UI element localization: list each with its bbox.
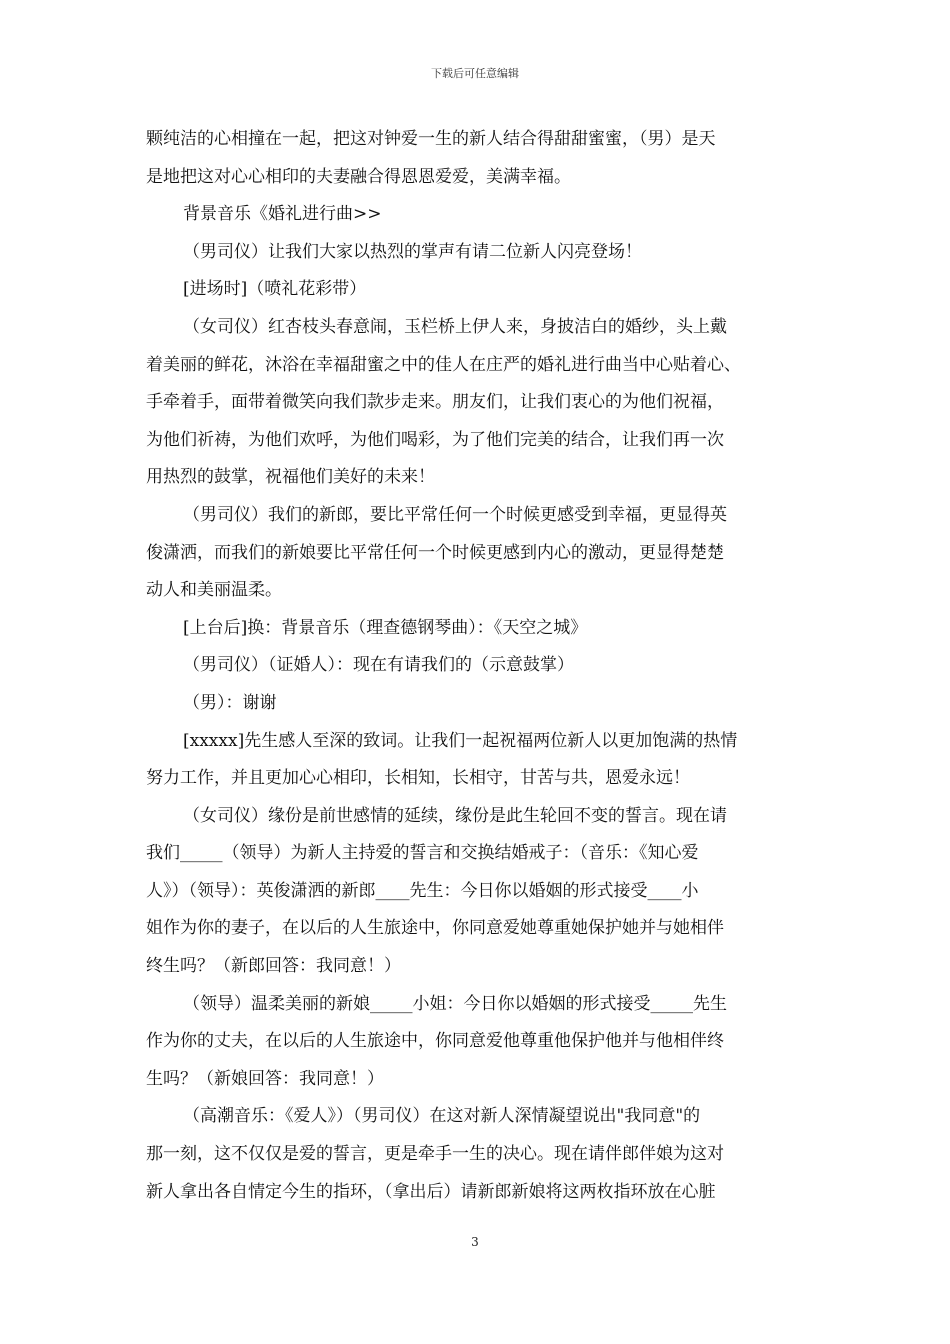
text-line: 那一刻，这不仅仅是爱的誓言，更是牵手一生的决心。现在请伴郎伴娘为这对 (146, 1144, 724, 1165)
text-line: 终生吗？（新郎回答：我同意！） (146, 956, 401, 977)
text-line: [进场时]（喷礼花彩带） (183, 279, 367, 300)
text-line: （男司仪）让我们大家以热烈的掌声有请二位新人闪亮登场！ (183, 241, 642, 262)
text-line: （男司仪）（证婚人）：现在有请我们的（示意鼓掌） (183, 655, 574, 676)
text-line: 手牵着手，面带着微笑向我们款步走来。朋友们，让我们衷心的为他们祝福， (146, 392, 724, 413)
text-line: 背景音乐《婚礼进行曲>> (183, 204, 382, 225)
text-line: 用热烈的鼓掌，祝福他们美好的未来！ (146, 467, 435, 488)
text-line: [xxxxx]先生感人至深的致词。让我们一起祝福两位新人以更加饱满的热情 (183, 730, 738, 751)
text-line: 动人和美丽温柔。 (146, 580, 282, 601)
text-line: （女司仪）缘份是前世感情的延续，缘份是此生轮回不变的誓言。现在请 (183, 805, 727, 826)
page-number: 3 (471, 1235, 479, 1249)
text-line: 俊潇洒，而我们的新娘要比平常任何一个时候更感到内心的激动，更显得楚楚 (146, 542, 724, 563)
text-line: （女司仪）红杏枝头春意闹，玉栏桥上伊人来，身披洁白的婚纱，头上戴 (183, 316, 727, 337)
text-line: 作为你的丈夫，在以后的人生旅途中，你同意爱他尊重他保护他并与他相伴终 (146, 1031, 724, 1052)
text-line: 姐作为你的妻子，在以后的人生旅途中，你同意爱她尊重她保护她并与她相伴 (146, 918, 724, 939)
text-line: 为他们祈祷，为他们欢呼，为他们喝彩，为了他们完美的结合，让我们再一次 (146, 429, 724, 450)
text-line: 人》）（领导）：英俊潇洒的新郎____先生：今日你以婚姻的形式接受____小 (146, 880, 699, 901)
text-line: 是地把这对心心相印的夫妻融合得恩恩爱爱，美满幸福。 (146, 166, 571, 187)
text-line: （男司仪）我们的新郎，要比平常任何一个时候更感受到幸福，更显得英 (183, 504, 727, 525)
text-line: 努力工作，并且更加心心相印，长相知，长相守，甘苦与共，恩爱永远！ (146, 768, 690, 789)
text-line: 生吗？（新娘回答：我同意！） (146, 1068, 384, 1089)
document-body (146, 121, 812, 1211)
text-line: [上台后]换：背景音乐（理查德钢琴曲）：《天空之城》 (183, 617, 588, 638)
text-line: （高潮音乐：《爱人》）（男司仪）在这对新人深情凝望说出"我同意"的 (183, 1106, 701, 1127)
text-line: 我们_____（领导）为新人主持爱的誓言和交换结婚戒子：（音乐：《知心爱 (146, 843, 699, 864)
text-line: （领导）温柔美丽的新娘_____小姐：今日你以婚姻的形式接受_____先生 (183, 993, 727, 1014)
text-line: 着美丽的鲜花，沐浴在幸福甜蜜之中的佳人在庄严的婚礼进行曲当中心贴着心、 (146, 354, 741, 375)
text-line: 新人拿出各自情定今生的指环，（拿出后）请新郎新娘将这两枚指环放在心脏 (146, 1181, 716, 1202)
text-line: 颗纯洁的心相撞在一起，把这对钟爱一生的新人结合得甜甜蜜蜜，（男）是天 (146, 129, 716, 149)
text-line: （男）：谢谢 (183, 692, 277, 713)
page-header: 下载后可任意编辑 (431, 67, 519, 80)
